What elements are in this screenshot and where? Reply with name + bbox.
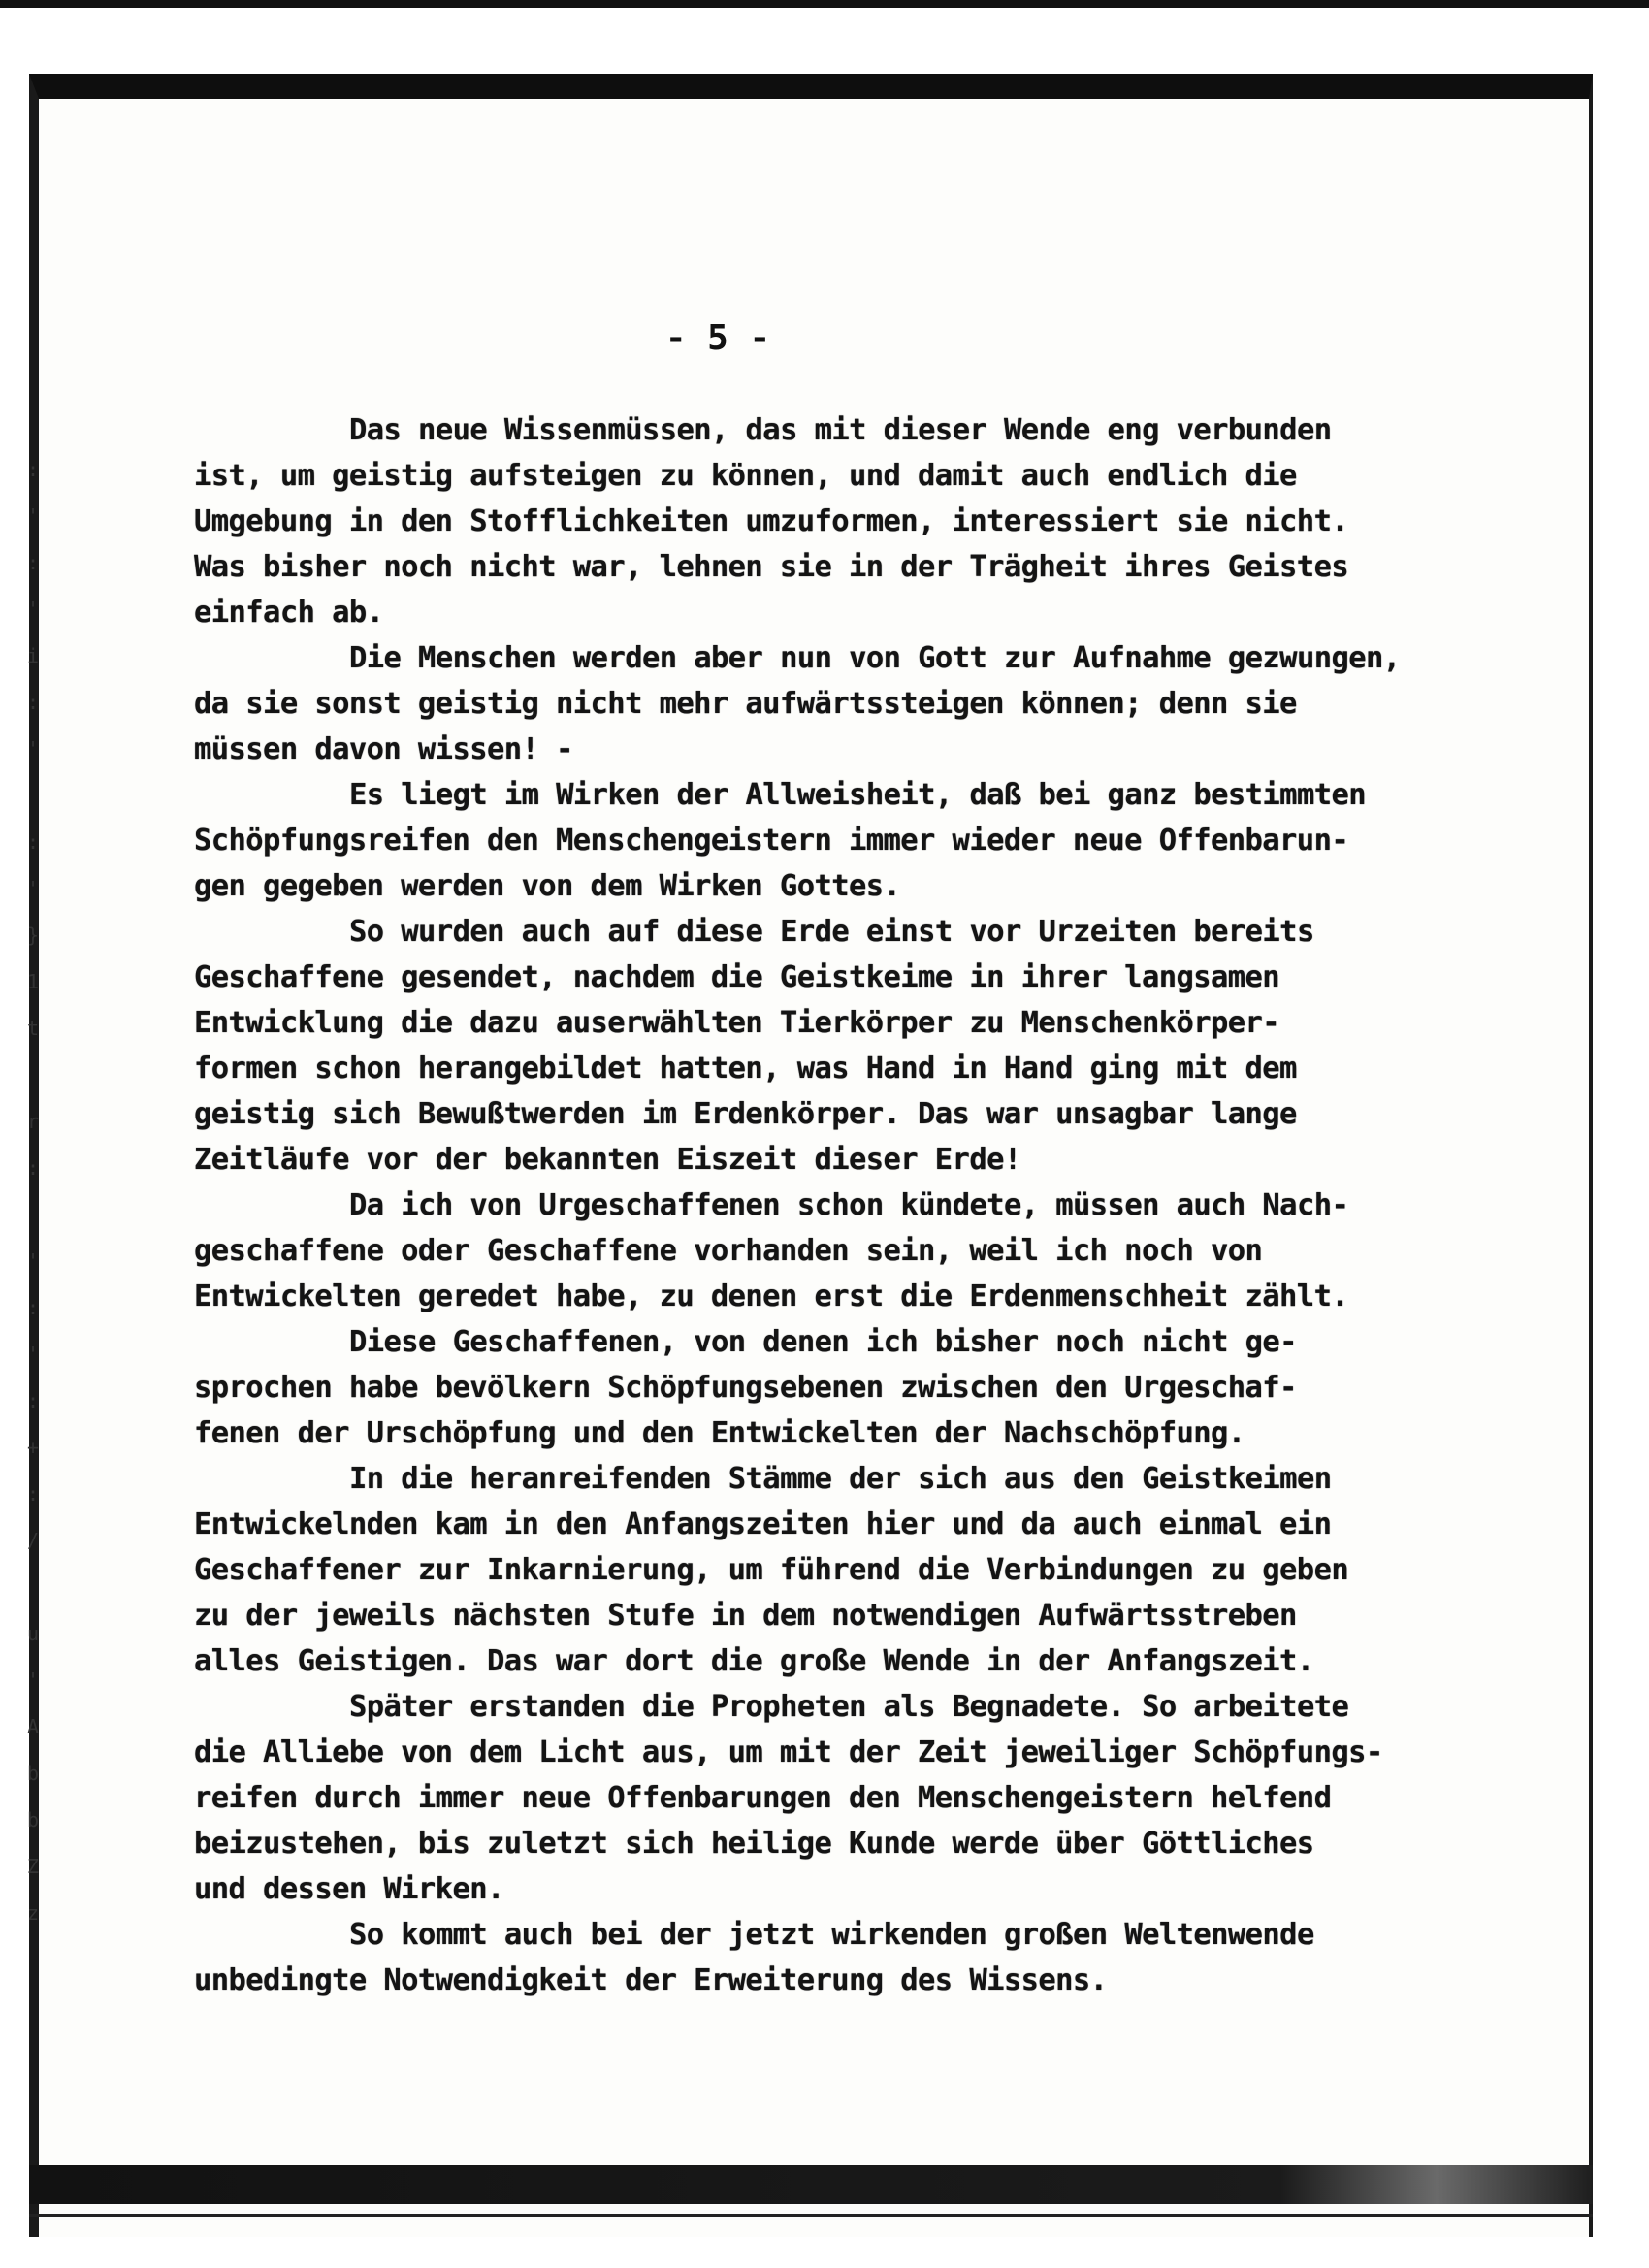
text-line: reifen durch immer neue Offenbarungen den Menschengeistern helfend bbox=[194, 1781, 1332, 1815]
text-line: unbedingte Notwendigkeit der Erweiterung des Wissens. bbox=[194, 1963, 1108, 1997]
text-line: Schöpfungsreifen den Menschengeistern immer wieder neue Offenbarun- bbox=[194, 824, 1349, 858]
paragraph bbox=[194, 407, 1494, 635]
text-line: Zeitläufe vor der bekannten Eiszeit dieser Erde! bbox=[194, 1143, 1021, 1177]
text-line: Diese Geschaffenen, von denen ich bisher noch nicht ge- bbox=[349, 1325, 1297, 1359]
text-line: gen gegeben werden von dem Wirken Gottes. bbox=[194, 869, 901, 903]
text-line: einfach ab. bbox=[194, 596, 384, 630]
text-line: Umgebung in den Stofflichkeiten umzuformen, interessiert sie nicht. bbox=[194, 504, 1349, 538]
paragraph bbox=[194, 1319, 1494, 1456]
paragraph bbox=[194, 1456, 1494, 1684]
text-line: geistig sich Bewußtwerden im Erdenkörper. Das war unsagbar lange bbox=[194, 1097, 1297, 1131]
text-line: Geschaffene gesendet, nachdem die Geistkeime in ihrer langsamen bbox=[194, 960, 1280, 994]
text-line: Entwickelten geredet habe, zu denen erst die Erdenmenschheit zählt. bbox=[194, 1280, 1349, 1313]
text-line: Entwicklung die dazu auserwählten Tierkörper zu Menschenkörper- bbox=[194, 1006, 1280, 1040]
document-page bbox=[29, 74, 1593, 2237]
text-line: geschaffene oder Geschaffene vorhanden sein, weil ich noch von bbox=[194, 1234, 1263, 1268]
text-line: Es liegt im Wirken der Allweisheit, daß bei ganz bestimmten bbox=[349, 778, 1366, 812]
paragraph bbox=[194, 772, 1494, 909]
scan-bottom-line bbox=[29, 2214, 1593, 2217]
paragraph bbox=[194, 635, 1494, 772]
text-line: zu der jeweils nächsten Stufe in dem notwendigen Aufwärtsstreben bbox=[194, 1599, 1297, 1633]
text-line: Da ich von Urgeschaffenen schon kündete, müssen auch Nach- bbox=[349, 1188, 1349, 1222]
text-line: Entwickelnden kam in den Anfangszeiten hier und da auch einmal ein bbox=[194, 1507, 1332, 1541]
binding-margin-marks: : ' : ' i : ' : ' } 1 t r : ' : ' : + : / u ' A b b Z z bbox=[27, 458, 40, 1925]
text-line: sprochen habe bevölkern Schöpfungsebenen zwischen den Urgeschaf- bbox=[194, 1371, 1297, 1405]
text-line: fenen der Urschöpfung und den Entwickelten der Nachschöpfung. bbox=[194, 1416, 1245, 1450]
page-number: - 5 - bbox=[664, 318, 771, 358]
text-line: In die heranreifenden Stämme der sich aus den Geistkeimen bbox=[349, 1462, 1332, 1496]
text-line: und dessen Wirken. bbox=[194, 1872, 504, 1906]
scan-top-border bbox=[0, 0, 1649, 8]
text-line: Was bisher noch nicht war, lehnen sie in der Trägheit ihres Geistes bbox=[194, 550, 1349, 584]
text-line: die Alliebe von dem Licht aus, um mit der Zeit jeweiliger Schöpfungs- bbox=[194, 1735, 1383, 1769]
paragraph bbox=[194, 909, 1494, 1183]
scan-bottom-border bbox=[29, 2165, 1593, 2204]
text-line: Später erstanden die Propheten als Begnadete. So arbeitete bbox=[349, 1690, 1349, 1724]
text-line: da sie sonst geistig nicht mehr aufwärtssteigen können; denn sie bbox=[194, 687, 1297, 721]
text-line: So kommt auch bei der jetzt wirkenden großen Weltenwende bbox=[349, 1918, 1314, 1952]
paragraph bbox=[194, 1684, 1494, 1912]
text-line: müssen davon wissen! - bbox=[194, 732, 573, 766]
text-line: alles Geistigen. Das war dort die große Wende in der Anfangszeit. bbox=[194, 1644, 1314, 1678]
text-line: Das neue Wissenmüssen, das mit dieser Wende eng verbunden bbox=[349, 413, 1332, 447]
text-line: Die Menschen werden aber nun von Gott zur Aufnahme gezwungen, bbox=[349, 641, 1401, 675]
text-line: So wurden auch auf diese Erde einst vor Urzeiten bereits bbox=[349, 915, 1314, 949]
text-line: formen schon herangebildet hatten, was Hand in Hand ging mit dem bbox=[194, 1052, 1297, 1085]
text-line: ist, um geistig aufsteigen zu können, und damit auch endlich die bbox=[194, 459, 1297, 493]
paragraph bbox=[194, 1183, 1494, 1319]
paragraph bbox=[194, 1912, 1494, 2003]
text-line: Geschaffener zur Inkarnierung, um führend die Verbindungen zu geben bbox=[194, 1553, 1349, 1587]
document-body bbox=[194, 407, 1494, 2003]
text-line: beizustehen, bis zuletzt sich heilige Kunde werde über Göttliches bbox=[194, 1827, 1314, 1861]
